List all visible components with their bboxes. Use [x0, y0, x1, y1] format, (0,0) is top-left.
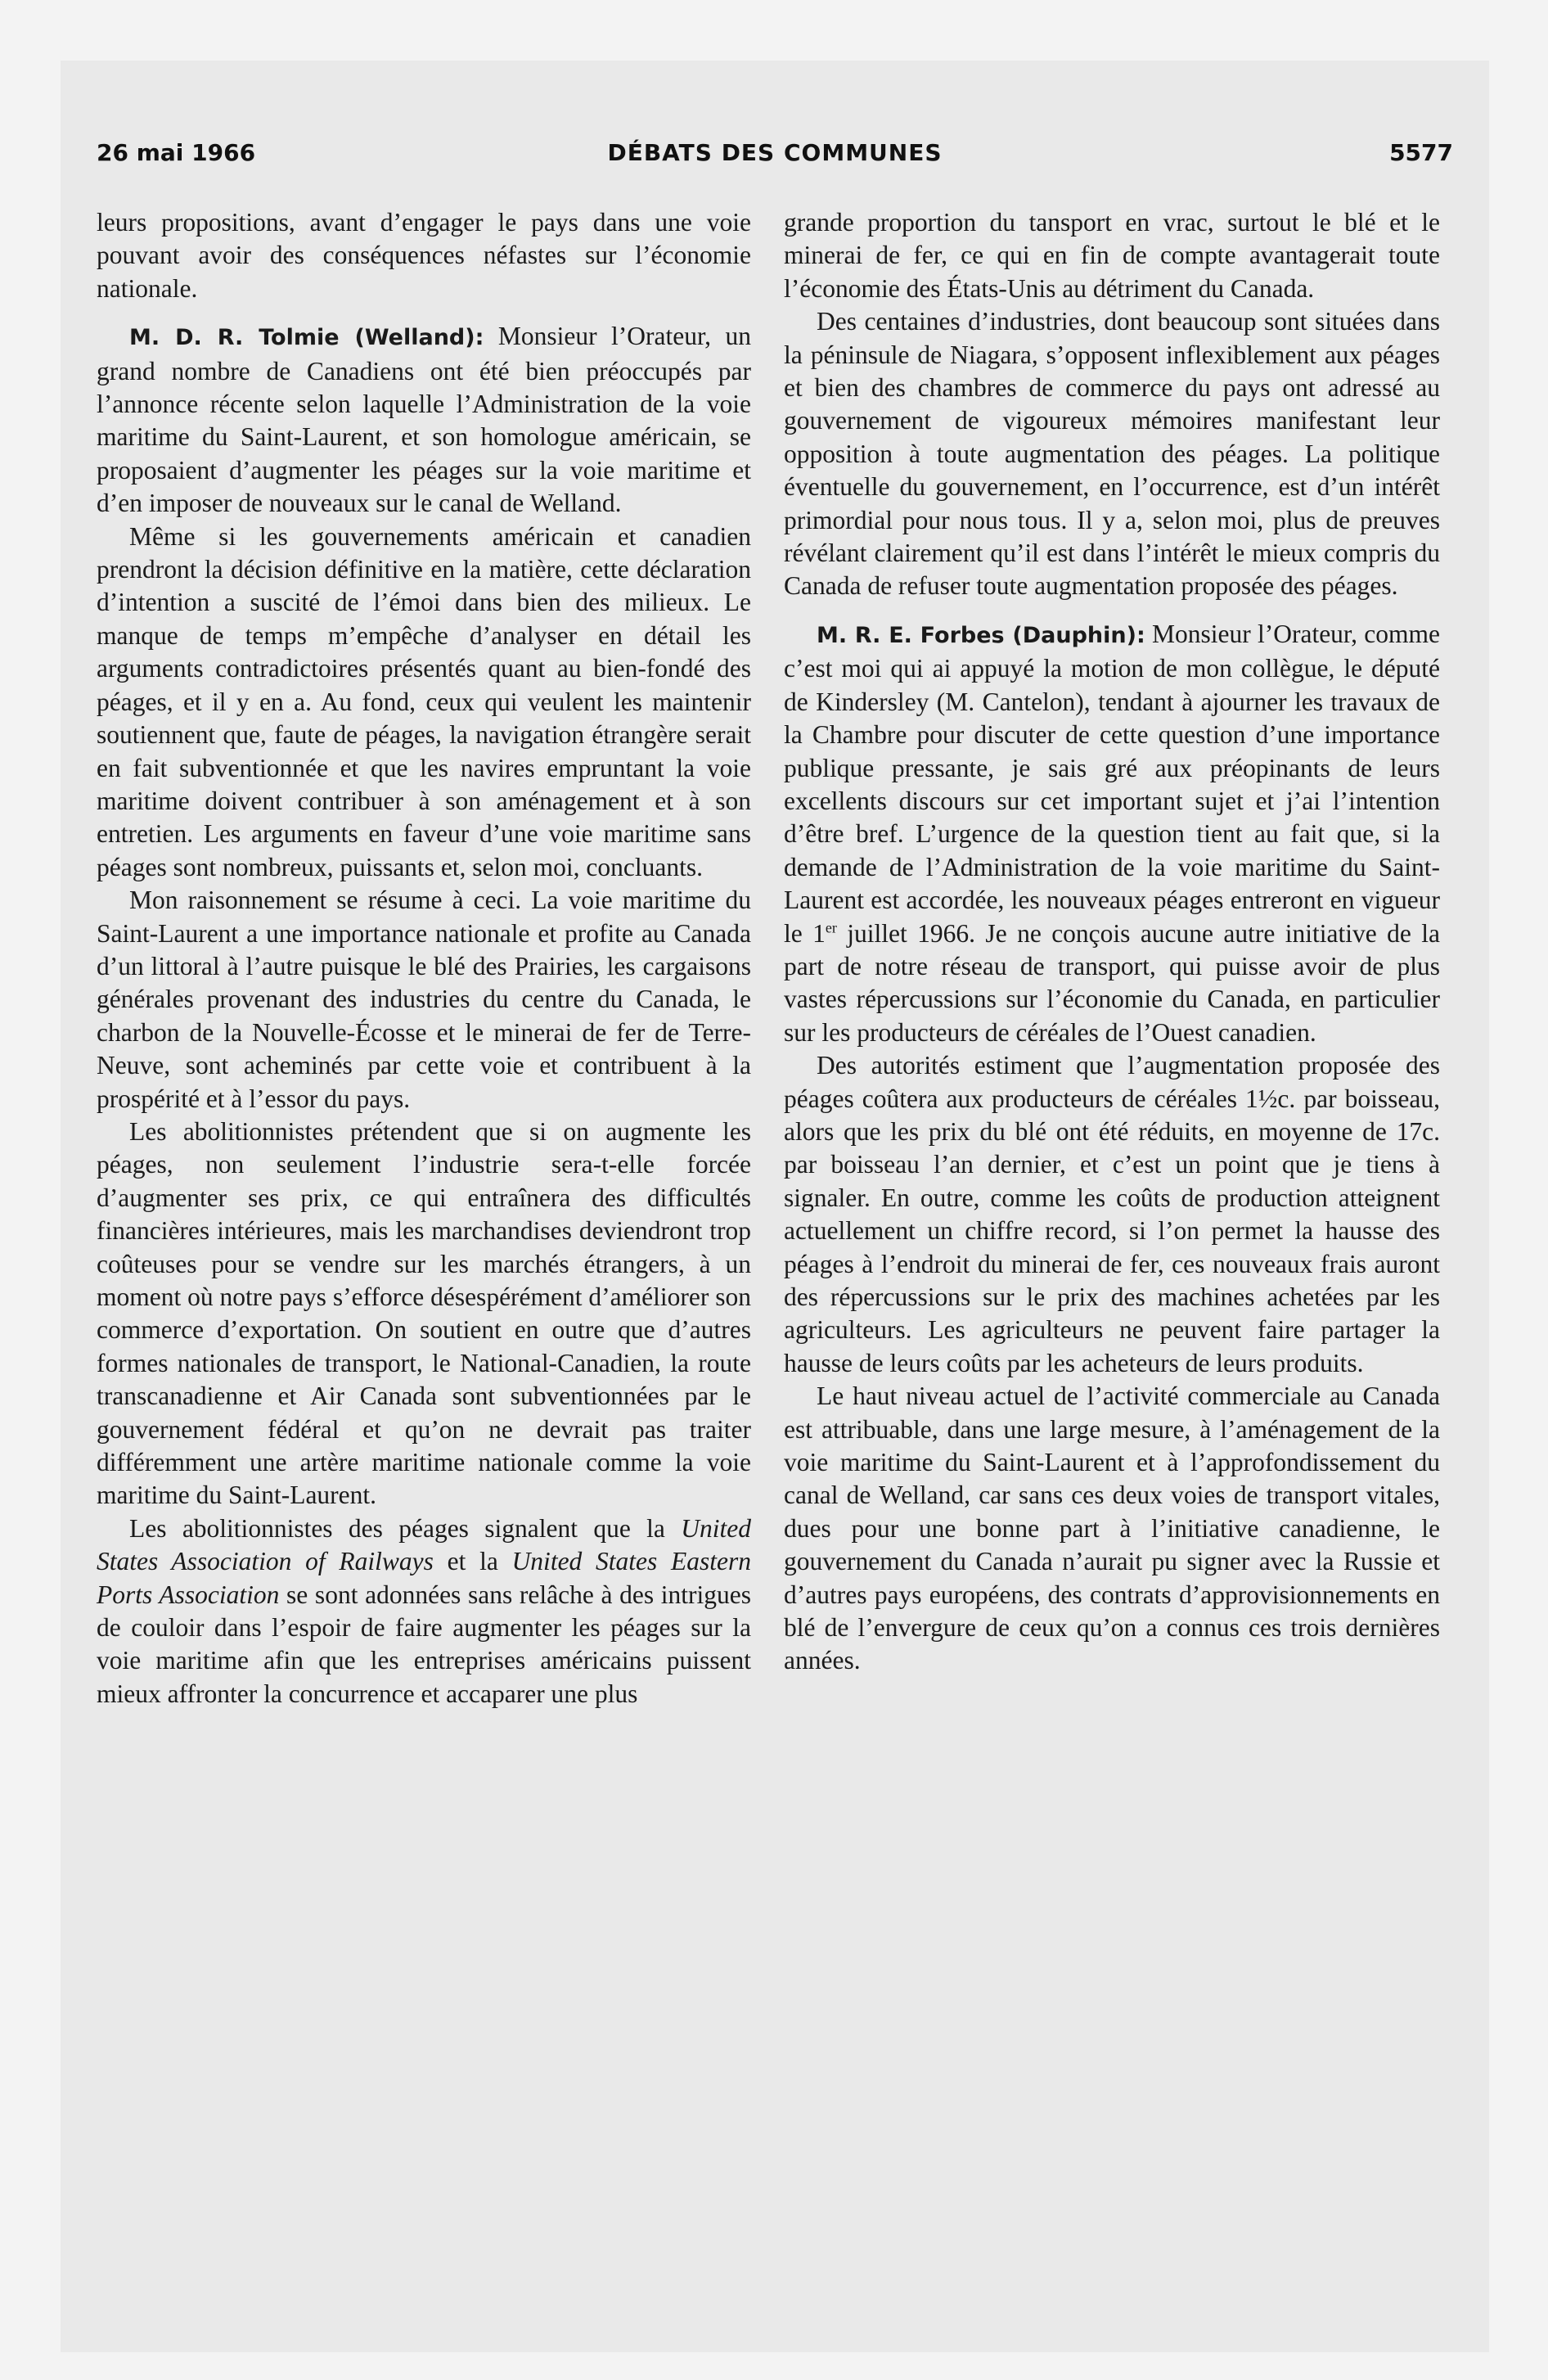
paragraph-text: se sont adonnées sans relâche à des intrigues de couloir dans l’espoir de faire augmenter les péages sur la voie maritime afin que les entreprises américains puissent mieux affronter la concurrence et accaparer une plus	[97, 1580, 752, 1708]
organization-name: United States Association of Railways	[97, 1513, 751, 1576]
document-page	[61, 61, 1489, 2352]
paragraph: Le haut niveau actuel de l’activité commerciale au Canada est attribuable, dans une large mesure, à l’aménagement de la voie maritime du Saint-Laurent et à l’approfondissement du canal de Welland, car sans ces deux voies de transport vitales, dues pour une bonne part à l’initiative canadienne, le gouvernement du Canada n’aurait pu signer avec la Russie et d’autres pays européens, des contrats d’approvisionnements en blé de l’envergure de ceux qu’on a connus ces trois dernières années.	[784, 1382, 1440, 1675]
paragraph-text: Les abolitionnistes des péages signalent que la	[129, 1513, 682, 1543]
paragraph: Des centaines d’industries, dont beaucoup sont situées dans la péninsule de Niagara, s’opposent inflexiblement aux péages et bien des chambres de commerce du pays ont adressé au gouvernement de vigoureux mémoires manifestant leur opposition à toute augmentation des péages. La politique éventuelle du gouvernement, en l’occurrence, est d’un intérêt primordial pour nous tous. Il y a, selon moi, plus de preuves révélant clairement qu’il est dans l’intérêt le mieux compris du Canada de refuser toute augmentation proposée des péages.	[784, 307, 1440, 601]
paragraph-text: et la	[433, 1547, 512, 1576]
paragraph: Les abolitionnistes prétendent que si on augmente les péages, non seulement l’industrie sera-t-elle forcée d’augmenter ses prix, ce qui entraînera des difficultés financières intérieures, mais les marchandises deviendront trop coûteuses pour se vendre sur les marchés étrangers, à un moment où notre pays s’efforce désespérément d’améliorer son commerce d’exportation. On soutient en outre que d’autres formes nationales de transport, le National-Canadien, la route transcanadienne et Air Canada sont subventionnées par le gouvernement fédéral et qu’on ne devrait pas traiter différemment une artère maritime nationale comme la voie maritime du Saint-Laurent.	[97, 1116, 751, 1510]
paragraph: Mon raisonnement se résume à ceci. La voie maritime du Saint-Laurent a une importance nationale et profite au Canada d’un littoral à l’autre puisque le blé des Prairies, les cargaisons générales provenant des industries du centre du Canada, le charbon de la Nouvelle-Écosse et le minerai de fer de Terre-Neuve, sont acheminés par cette voie et contribuent à la prospérité et à l’essor du pays.	[97, 886, 751, 1113]
paragraph-tolmie	[97, 320, 751, 520]
organization-name: United States Eastern Ports Association	[97, 1547, 752, 1609]
page-header	[97, 139, 1453, 178]
speaker-name: M. R. E. Forbes (Dauphin):	[817, 622, 1145, 648]
right-column	[784, 206, 1440, 1678]
paragraph	[97, 1512, 751, 1711]
header-title: DÉBATS DES COMMUNES	[607, 139, 943, 166]
paragraph-forbes	[784, 618, 1440, 1049]
header-date: 26 mai 1966	[97, 139, 256, 166]
paragraph: Des autorités estiment que l’augmentation proposée des péages coûtera aux producteurs de céréales 1½c. par boisseau, alors que les prix du blé ont été réduits, en moyenne de 17c. par boisseau l’an dernier, et c’est un point que je tiens à signaler. En outre, comme les coûts de production atteignent actuellement un chiffre record, si l’on permet la hausse des péages à l’endroit du minerai de fer, ces nouveaux frais auront des répercussions sur le prix des machines achetées par les agriculteurs. Les agriculteurs ne peuvent faire partager la hausse de leurs coûts par les acheteurs de leurs produits.	[784, 1051, 1440, 1377]
paragraph-text: Monsieur l’Orateur, un grand nombre de Canadiens ont été bien préoccupés par l’annonce récente selon laquelle l’Administration de la voie maritime du Saint-Laurent, et son homologue américain, se proposaient d’augmenter les péages sur la voie maritime et d’en imposer de nouveaux sur le canal de Welland.	[97, 322, 751, 518]
paragraph: Même si les gouvernements américain et canadien prendront la décision définitive en la matière, cette déclaration d’intention a suscité de l’émoi dans bien des milieux. Le manque de temps m’empêche d’analyser en détail les arguments contradictoires présentés quant au bien-fondé des péages, et il y en a. Au fond, ceux qui veulent les maintenir soutiennent que, faute de péages, la navigation étrangère serait en fait subventionnée et que les navires empruntant la voie maritime doivent contribuer à son aménagement et à son entretien. Les arguments en faveur d’une voie maritime sans péages sont nombreux, puissants et, selon moi, concluants.	[97, 521, 751, 881]
superscript: er	[825, 919, 837, 936]
paragraph-continuation: grande proportion du tansport en vrac, surtout le blé et le minerai de fer, ce qui en fin de compte avantagerait toute l’économie des États-Unis au détriment du Canada.	[784, 208, 1440, 303]
paragraph-continuation: leurs propositions, avant d’engager le pays dans une voie pouvant avoir des conséquences néfastes sur l’économie nationale.	[97, 208, 751, 303]
header-page-number: 5577	[1389, 139, 1453, 166]
paragraph-text: juillet 1966. Je ne conçois aucune autre initiative de la part de notre réseau de transport, qui puisse avoir de plus vastes répercussions sur l’économie du Canada, en particulier sur les producteurs de céréales de l’Ouest canadien.	[784, 918, 1440, 1047]
paragraph-text: Monsieur l’Orateur, comme c’est moi qui ai appuyé la motion de mon collègue, le député de Kindersley (M. Cantelon), tendant à ajourner les travaux de la Chambre pour discuter de cette question d’une importance publique pressante, je sais gré aux préopinants de leurs excellents discours sur cet important sujet et j’ai l’intention d’être bref. L’urgence de la question tient au fait que, si la demande de l’Administration de la voie maritime du Saint-Laurent est accordée, les nouveaux péages entreront en vigueur le 1	[784, 619, 1440, 948]
left-column	[97, 206, 751, 1711]
speaker-name: M. D. R. Tolmie (Welland):	[129, 325, 484, 351]
